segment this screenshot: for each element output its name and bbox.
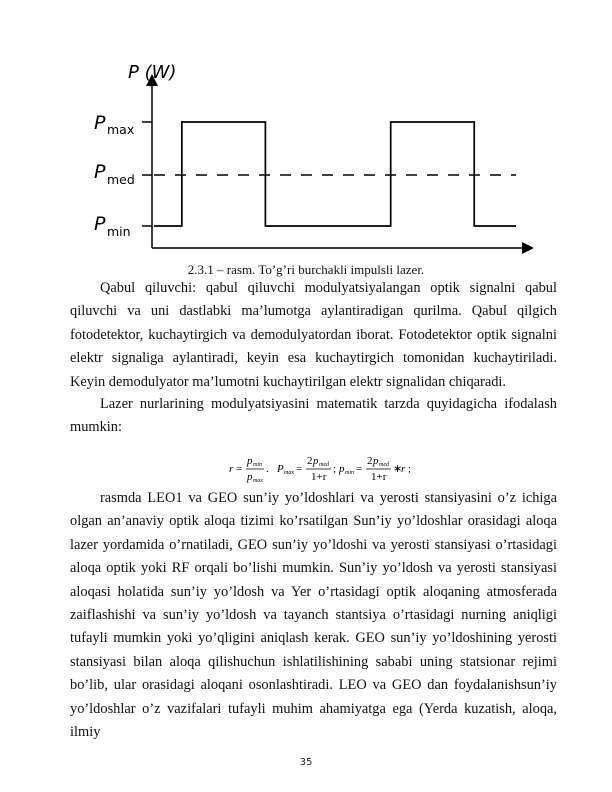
paragraph-satellite: rasmda LEO1 va GEO sun’iy yo’ldoshlari va yerosti stansiyasini o’z ichiga olgan an’anaviy optik aloqa tizimi ko’rsatilgan Sun’iy yo’ldoshlar orasidagi aloqa lazer yordamida o’rnatiladi, GEO sun’iy yo’ldoshi va yerosti stansiyasi o’rtasidagi aloqa optik yoki RF orqali bo’lishi mumkin. Sun’iy yo’ldosh va yerosti stansiyasi aloqasi holatida sun’iy yo’ldosh va Yer o’rtasidagi optik aloqaning atmosferada zaiflashishi va sun’iy yo’ldosh va tayanch stantsiya o’rtasidagi nurning aniqligi tufayli mumkin yoki yo’qligini aniqlash kerak. GEO sun’iy yo’ldoshining yerosti stansiyasi bilan aloqa qilishuchun ishlatilishining sababi uning statsionar rejimi bo’lib, ular orasidagi aloqani osonlashtiradi. LEO va GEO dan foydalanishsun’iy yo’ldoshlar o’z vazifalari tufayli muhim ahamiyatga ega (Yerda kuzatish, aloqa, ilmiy (70, 490, 557, 741)
pulse-chart (88, 58, 538, 263)
svg-text:p: p (247, 455, 253, 467)
svg-text:min: min (345, 470, 354, 476)
svg-text:p: p (373, 455, 379, 467)
svg-text:.: . (266, 463, 269, 475)
svg-text:max: max (253, 478, 263, 484)
svg-text:med: med (379, 462, 389, 468)
svg-text:=: = (356, 463, 363, 475)
pulse-figure (88, 58, 538, 263)
svg-text:;: ; (408, 463, 412, 475)
svg-text:max: max (284, 470, 294, 476)
axis-title: P (W) (128, 62, 177, 83)
svg-text:2: 2 (307, 455, 313, 467)
svg-text:P: P (94, 161, 106, 183)
svg-text:P: P (94, 213, 106, 235)
paragraph-modulation: Lazer nurlarining modulyatsiyasini matematik tarzda quyidagicha ifodalash mumkin: (70, 396, 557, 436)
svg-text:max: max (107, 122, 135, 137)
level-label-min (94, 213, 131, 239)
page-number: 35 (299, 757, 313, 768)
svg-text:r: r (401, 463, 406, 475)
svg-text:1+r: 1+r (311, 471, 327, 483)
svg-text:=: = (236, 463, 243, 475)
svg-text:p: p (247, 471, 253, 483)
svg-text:P: P (277, 463, 284, 475)
svg-text:med: med (319, 462, 329, 468)
svg-text:2: 2 (367, 455, 373, 467)
series-impulse (154, 122, 516, 226)
svg-text:p: p (313, 455, 319, 467)
modulation-formula (0, 451, 612, 485)
svg-text:p: p (339, 463, 345, 475)
svg-text:1+r: 1+r (371, 471, 387, 483)
svg-text:∗: ∗ (393, 463, 403, 475)
figure-caption: 2.3.1 – rasm. To’g’ri burchakli impulsli lazer. (187, 262, 425, 277)
svg-text:;: ; (333, 463, 337, 475)
svg-text:min: min (253, 462, 262, 468)
level-label-max (94, 112, 134, 137)
svg-text:=: = (296, 463, 303, 475)
paragraph-receiver: Qabul qiluvchi: qabul qiluvchi modulyatsiyalangan optik signalni qabul qiluvchi va uni dastlabki ma’lumotga aylantiradigan qurilma. Qabul qilgich fotodetektor, kuchaytirgich va demodulyatordan iborat. Fotodetektor optik signalni elektr signaliga aylantiradi, keyin esa kuchaytirgich tomonidan kuchaytiriladi. Keyin demodulyator ma’lumotni kuchaytirilgan elektr signalidan chiqaradi. (70, 280, 557, 390)
level-label-med (94, 161, 135, 187)
svg-text:med: med (107, 172, 135, 187)
svg-text:min: min (107, 224, 131, 239)
svg-text:r: r (229, 463, 234, 475)
svg-text:P: P (94, 112, 106, 134)
